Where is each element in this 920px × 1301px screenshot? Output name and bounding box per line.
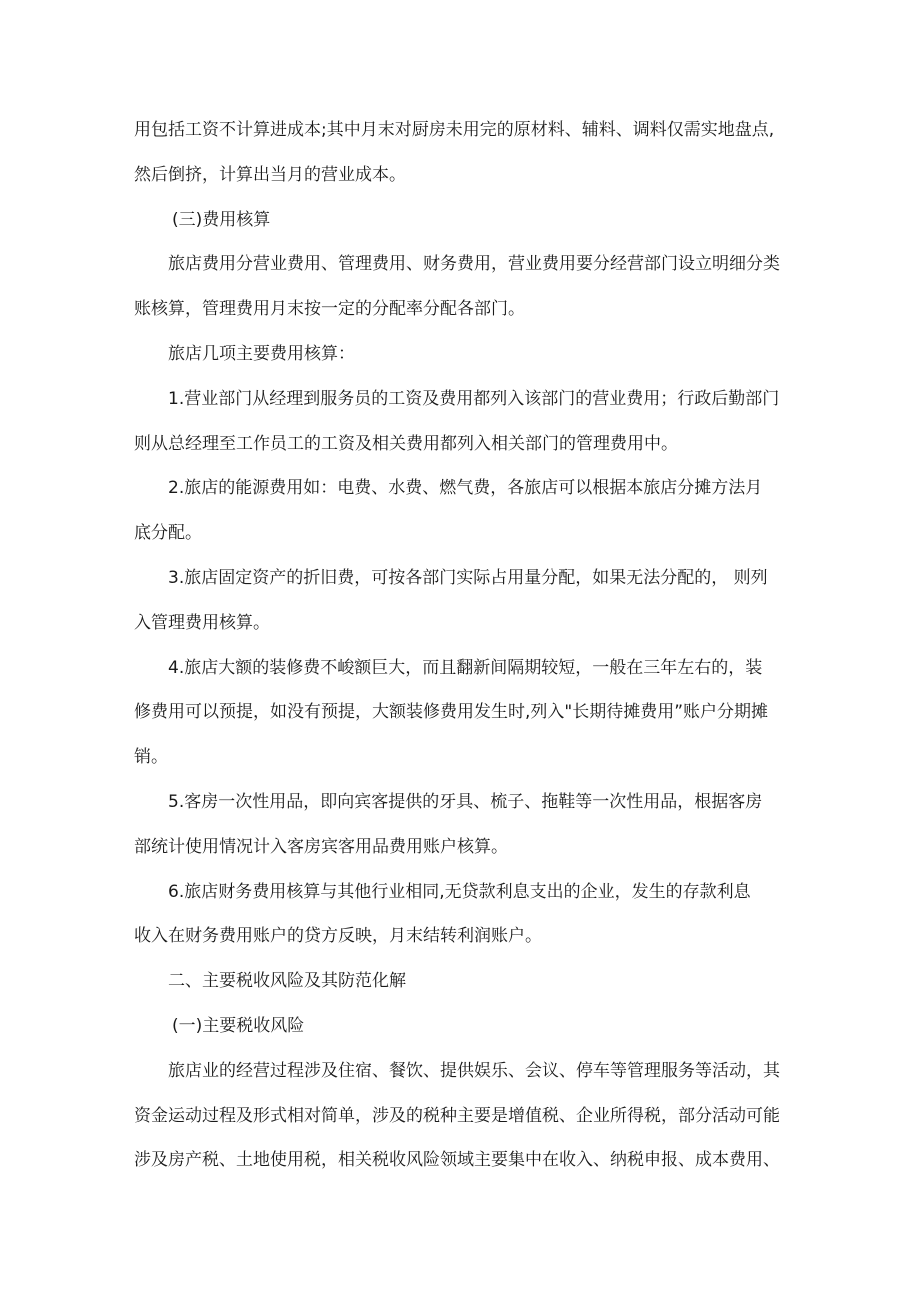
text-line: 入管理费用核算。 — [134, 612, 270, 633]
document-body — [134, 108, 794, 1183]
text-line — [134, 646, 794, 691]
list-item — [134, 780, 794, 870]
text-segment: .客房一次性用品，即向宾客提供的牙具、梳子、拖鞋等一次性用品，根据客房 — [178, 791, 763, 812]
text-line: 1.营业部门从经理到服务员的工资及费用都列入该部门的营业费用；行政后勤部门 — [168, 388, 780, 409]
text-segment: .旅店固定资产的折旧费，可按各部门实际占用量分配，如果无法分配的， 则列 — [178, 567, 768, 588]
subsection-heading-main-tax-risk: (一)主要税收风险 — [172, 1015, 305, 1036]
text-line: 旅店业的经营过程涉及住宿、餐饮、提供娱乐、会议、停车等管理服务等活动，其 — [168, 1060, 780, 1081]
list-item — [134, 466, 794, 556]
text-line: 则从总经理至工作员工的工资及相关费用都列入相关部门的管理费用中。 — [134, 433, 678, 454]
text-line: 二、主要税收风险及其防范化解 — [168, 971, 406, 992]
text-line: 资金运动过程及形式相对简单，涉及的税种主要是增值税、企业所得税，部分活动可能 — [134, 1105, 780, 1126]
section-heading-expense-accounting: (三)费用核算 — [172, 209, 271, 230]
list-number: 2 — [168, 478, 179, 499]
text-line — [134, 870, 794, 915]
text-line: 修费用可以预提，如没有预提，大额装修费用发生时,列入"长期待摊费用”账户分期摊 — [134, 702, 769, 723]
text-segment: .旅店的能源费用如：电费、水费、燃气费，各旅店可以根据本旅店分摊方法月 — [178, 478, 763, 499]
list-number: 6 — [168, 881, 179, 902]
list-item — [134, 556, 794, 646]
text-line: 然后倒挤，计算出当月的营业成本。 — [134, 164, 406, 185]
list-item — [134, 870, 794, 960]
text-segment: .旅店财务费用核算与其他行业相同,无贷款利息支出的企业，发生的存款利息 — [178, 881, 751, 902]
text-line — [134, 780, 794, 825]
text-line: 收入在财务费用账户的贷方反映，月末结转利润账户。 — [134, 926, 542, 947]
text-line: 涉及房产税、土地使用税，相关税收风险领域主要集中在收入、纳税申报、成本费用、 — [134, 1150, 780, 1171]
text-line: 底分配。 — [134, 523, 202, 544]
text-line — [134, 556, 794, 601]
list-number: 4 — [168, 657, 179, 678]
text-line: 用包括工资不计算进成本;其中月末对厨房未用完的原材料、辅料、调料仅需实地盘点, — [134, 120, 775, 140]
list-number: 5 — [168, 791, 179, 812]
text-line: 账核算，管理费用月末按一定的分配率分配各部门。 — [134, 299, 525, 320]
section-heading-tax-risk — [134, 959, 794, 1004]
text-line: 旅店费用分营业费用、管理费用、财务费用，营业费用要分经营部门设立明细分类 — [168, 254, 780, 275]
paragraph — [134, 332, 794, 377]
list-item — [134, 377, 794, 467]
text-line: 部统计使用情况计入客房宾客用品费用账户核算。 — [134, 836, 508, 857]
list-item — [134, 646, 794, 780]
paragraph-continuation — [134, 108, 794, 198]
text-line: 销。 — [134, 747, 168, 768]
list-number: 3 — [168, 567, 179, 588]
text-segment: .旅店大额的装修费不峻额巨大，而且翻新间隔期较短，一般在三年左右的，装 — [178, 657, 763, 678]
text-line — [134, 466, 794, 511]
text-line: 旅店几项主要费用核算： — [168, 343, 355, 364]
paragraph — [134, 242, 794, 332]
paragraph — [134, 1049, 794, 1183]
